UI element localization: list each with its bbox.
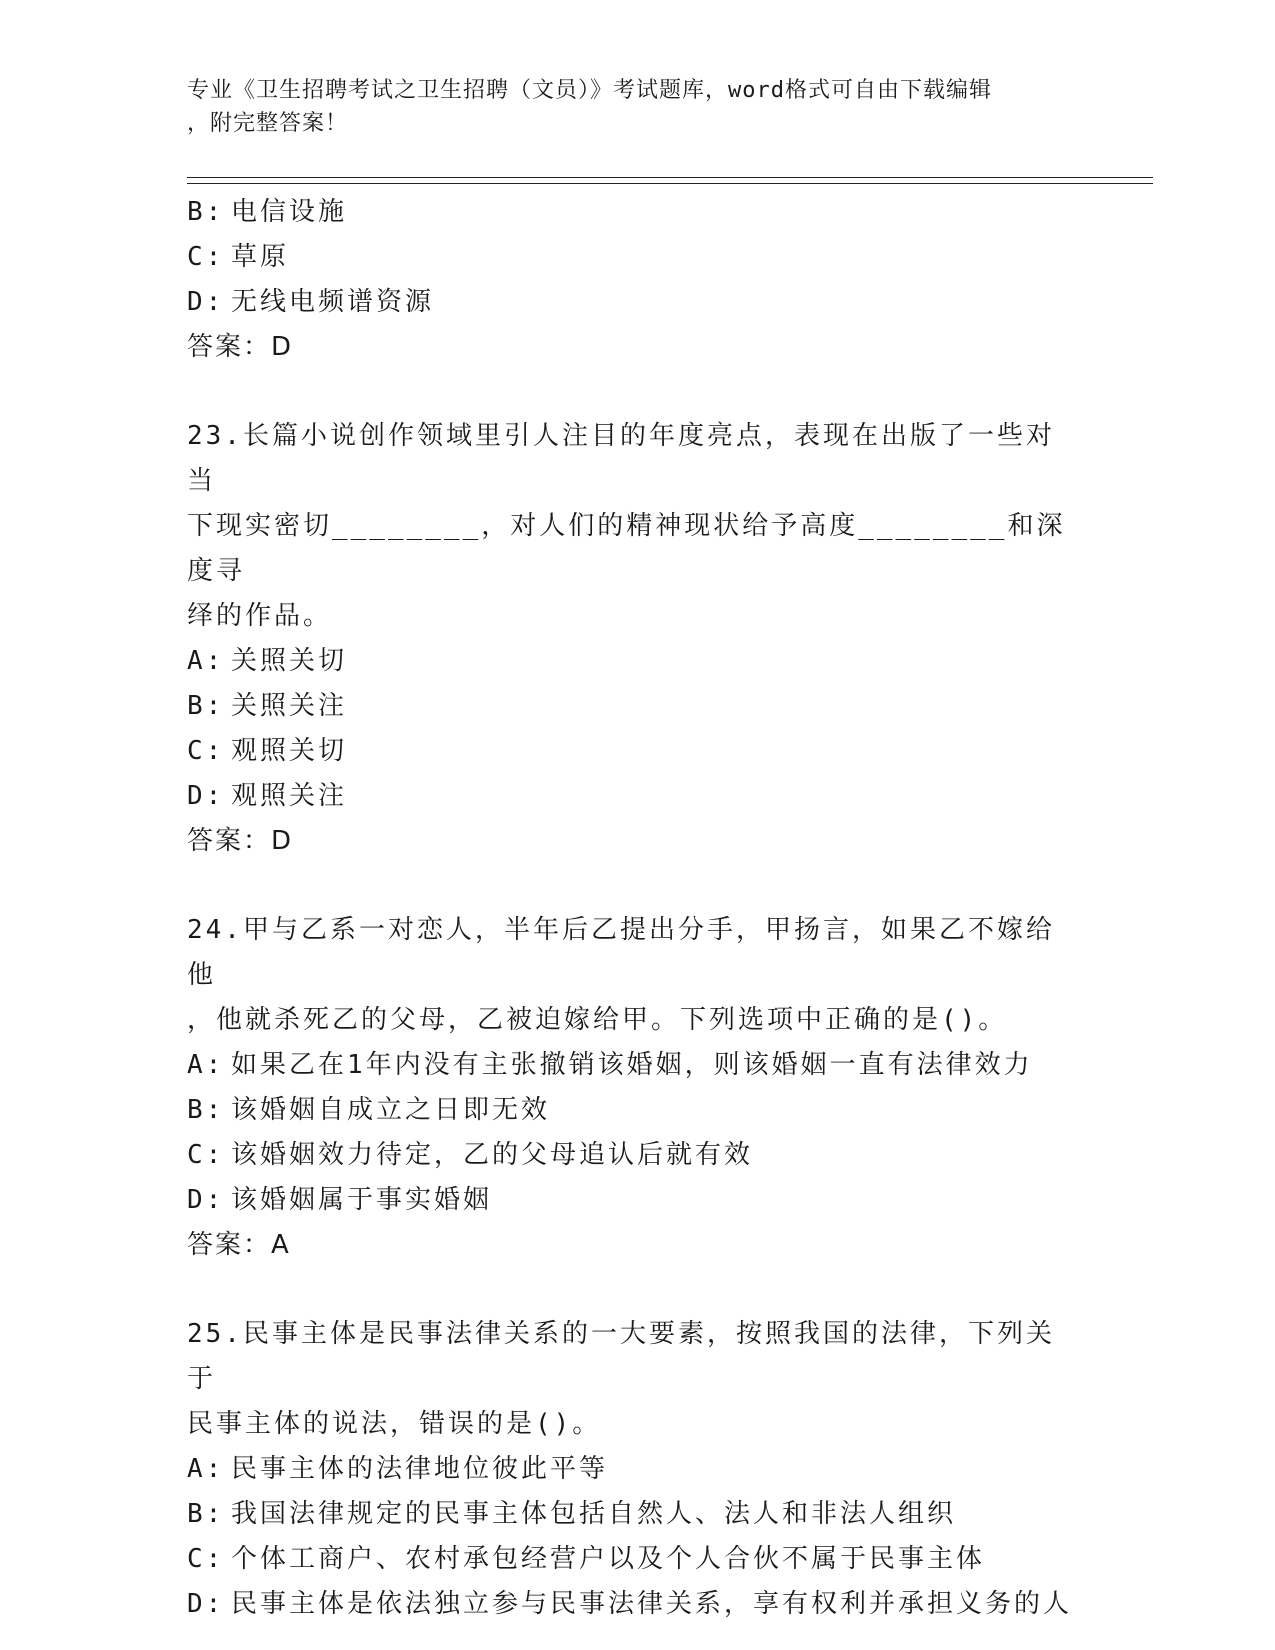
option-text: 个体工商户、农村承包经营户以及个人合伙不属于民事主体 [231, 1544, 986, 1574]
answer-line: 答案：D [187, 332, 294, 362]
option-c [187, 1133, 1077, 1178]
option-a [187, 1447, 1077, 1492]
question-content [187, 190, 1077, 1627]
question-25 [187, 1312, 1077, 1627]
question-stem-line: 绎的作品。 [187, 601, 333, 631]
option-letter: C: [187, 1544, 225, 1574]
question-stem-line: 民事主体的说法，错误的是()。 [187, 1409, 602, 1439]
option-b [187, 684, 1077, 729]
question-stem-line: 25.民事主体是民事法律关系的一大要素，按照我国的法律，下列关于 [187, 1319, 1055, 1394]
option-d [187, 1178, 1077, 1223]
option-letter: D: [187, 781, 225, 811]
option-text: 电信设施 [231, 197, 348, 227]
option-letter: B: [187, 691, 225, 721]
question-24 [187, 908, 1077, 1268]
option-text: 如果乙在1年内没有主张撤销该婚姻，则该婚姻一直有法律效力 [231, 1050, 1033, 1080]
option-d [187, 774, 1077, 819]
question-stem-line: 下现实密切________，对人们的精神现状给予高度________和深度寻 [187, 511, 1066, 586]
question-stem-line: 23.长篇小说创作领域里引人注目的年度亮点，表现在出版了一些对当 [187, 421, 1055, 496]
option-b [187, 190, 1077, 235]
option-letter: C: [187, 1140, 225, 1170]
option-text: 观照关注 [231, 781, 348, 811]
option-c [187, 235, 1077, 280]
option-text: 草原 [231, 242, 290, 272]
page-header [187, 74, 1067, 140]
option-letter: B: [187, 1095, 225, 1125]
option-letter: D: [187, 1589, 225, 1619]
option-d [187, 280, 1077, 325]
option-letter: B: [187, 197, 225, 227]
option-text: 该婚姻效力待定，乙的父母追认后就有效 [231, 1140, 754, 1170]
option-d [187, 1582, 1077, 1627]
option-text: 民事主体的法律地位彼此平等 [231, 1454, 609, 1484]
option-b [187, 1492, 1077, 1537]
header-rule-bottom [187, 183, 1153, 184]
option-text: 无线电频谱资源 [231, 287, 435, 317]
question-22-continued [187, 190, 1077, 370]
option-text: 民事主体是依法独立参与民事法律关系，享有权利并承担义务的人 [231, 1589, 1073, 1619]
option-a [187, 639, 1077, 684]
option-text: 观照关切 [231, 736, 348, 766]
option-text: 关照关注 [231, 691, 348, 721]
option-a [187, 1043, 1077, 1088]
option-letter: C: [187, 736, 225, 766]
header-line-2: ，附完整答案！ [187, 111, 349, 136]
option-b [187, 1088, 1077, 1133]
option-letter: A: [187, 1050, 225, 1080]
option-text: 该婚姻自成立之日即无效 [231, 1095, 551, 1125]
question-23 [187, 414, 1077, 864]
question-stem-line: 24.甲与乙系一对恋人，半年后乙提出分手，甲扬言，如果乙不嫁给他 [187, 915, 1055, 990]
header-rule-top [187, 177, 1153, 178]
option-c [187, 1537, 1077, 1582]
question-stem [187, 1312, 1077, 1447]
answer-line: 答案：D [187, 826, 294, 856]
option-text: 关照关切 [231, 646, 348, 676]
option-letter: C: [187, 242, 225, 272]
option-letter: A: [187, 646, 225, 676]
option-letter: D: [187, 1185, 225, 1215]
question-stem [187, 908, 1077, 1043]
option-letter: B: [187, 1499, 225, 1529]
option-text: 该婚姻属于事实婚姻 [231, 1185, 493, 1215]
question-stem [187, 414, 1077, 639]
question-stem-line: ，他就杀死乙的父母，乙被迫嫁给甲。下列选项中正确的是()。 [187, 1005, 1008, 1035]
answer-line: 答案：A [187, 1230, 291, 1260]
option-text: 我国法律规定的民事主体包括自然人、法人和非法人组织 [231, 1499, 957, 1529]
header-line-1: 专业《卫生招聘考试之卫生招聘（文员）》考试题库，word格式可自由下载编辑 [187, 78, 992, 103]
option-c [187, 729, 1077, 774]
option-letter: D: [187, 287, 225, 317]
option-letter: A: [187, 1454, 225, 1484]
